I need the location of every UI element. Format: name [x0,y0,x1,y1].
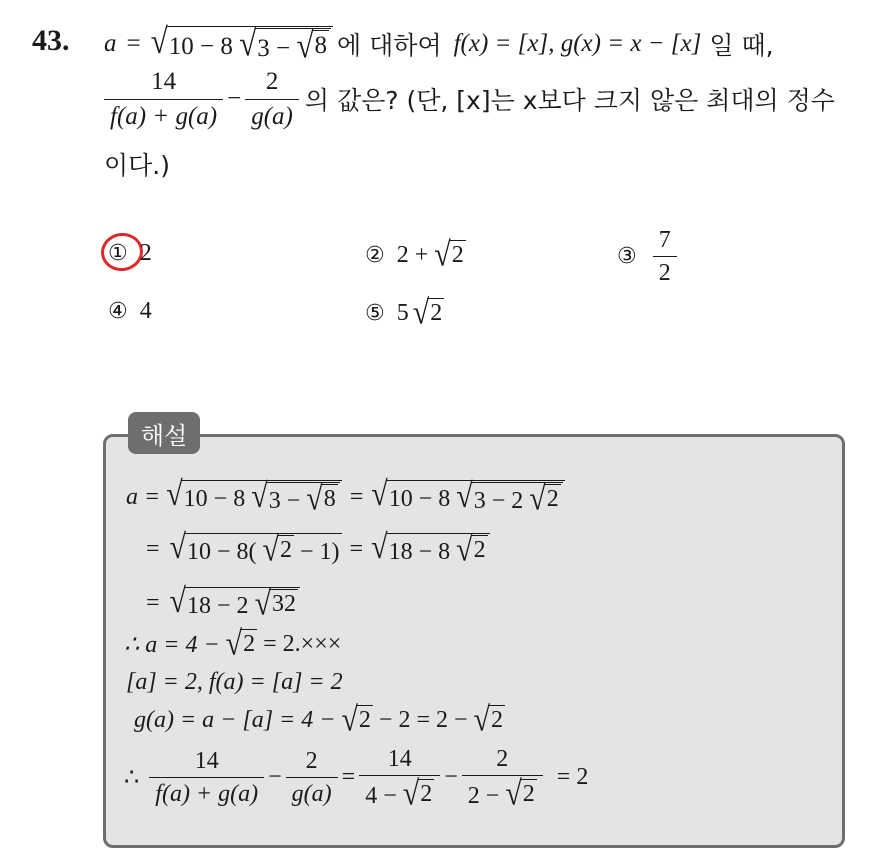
radical-sign: √ [239,23,257,64]
minus-sign: − [227,85,242,112]
denominator: f(a) + g(a) [104,99,223,131]
radicand-text: 18 − 2 [187,593,249,619]
choice-marker: ② [365,242,385,268]
radical-sign: √ [296,25,314,66]
question-number: 43. [32,24,70,57]
function-definitions: f(x) = [x], g(x) = x − [x] [453,30,702,58]
solution-line-4 [124,624,342,663]
radicand-text: 2 [522,781,535,808]
equals-sign: = [349,483,364,510]
inner-radical [239,23,331,66]
radical [341,700,372,739]
radical-sign: √ [251,477,268,516]
choice-2[interactable] [365,235,466,274]
radical [434,235,465,274]
radical [254,584,298,623]
solution-line-5: [a] = 2, f(a) = [a] = 2 [126,669,343,695]
radical [262,530,294,569]
numerator: 14 [387,746,412,772]
choice-marker: ③ [617,244,637,270]
minus-sign: − [268,764,282,791]
radical-sign: √ [412,293,430,332]
radical-sign: √ [169,582,187,621]
radical-sign: √ [166,475,183,514]
radical-sign: √ [529,479,546,518]
choice-1[interactable] [108,240,152,267]
solution-line-3 [146,582,300,623]
radicand-text: 18 − 8 [388,539,451,565]
question-text: 에 대하여 [337,31,442,61]
choice-marker: ① [108,241,128,266]
denominator: 2 [653,256,677,286]
radical-sign: √ [371,528,388,567]
choice-5[interactable] [365,293,444,332]
radicand-text: 10 − 8 [388,486,451,512]
radicand-text: 8 [323,486,336,512]
fraction [104,68,223,130]
choice-value: 2 [139,240,152,266]
radicand-text: 2 [420,781,433,808]
radical-sign: √ [169,528,187,567]
radical [371,528,489,569]
choice-marker: ④ [108,299,128,324]
radicand-text: 3 − 2 [473,488,524,514]
radical [456,477,562,518]
fraction [462,746,543,813]
denominator [462,774,543,813]
numerator: 14 [151,68,177,95]
numerator: 7 [658,227,671,253]
equals-sign: = [341,764,356,791]
fraction [359,746,440,813]
radicand-text: 2 [546,486,559,512]
radical [306,479,337,518]
radical [505,774,536,813]
solution-label: 해설 [128,412,200,454]
fraction [149,748,264,808]
radical-sign: √ [150,20,168,62]
innermost-radical [296,25,329,66]
radical-sign: √ [254,584,272,623]
radicand-text: 2 [243,631,256,657]
radical-sign: √ [456,530,473,569]
solution-line-7 [124,746,589,813]
outer-radical [150,20,333,66]
question-line-1 [104,20,774,66]
question-line-3: 이다.) [104,151,171,180]
radical [473,700,505,739]
therefore-symbol: ∴ [124,765,140,792]
radical [225,624,257,663]
solution-text: g(a) = a − [a] = 4 − [134,706,336,733]
equals-sign: = [146,589,160,616]
radical-sign: √ [505,774,522,813]
radicand-text: 10 − 8 [183,486,246,512]
radical [371,475,565,518]
equals-sign: = [349,535,364,562]
solution-text: = 2.××× [263,630,342,657]
denominator-text: 2 − [467,783,500,810]
radicand-text: 32 [272,591,297,617]
numerator: 2 [496,746,509,772]
denominator: g(a) [286,777,338,807]
var-a: a [104,30,117,58]
minus-sign: − [444,764,458,791]
radicand-text: 2 [451,242,464,268]
radicand-text: 2 [358,707,371,733]
radicand-text: 2 [430,300,443,326]
radical [169,528,342,569]
choice-value: 4 [139,298,152,324]
numerator: 14 [194,748,219,774]
choice-value: 2 + [396,241,429,268]
radical-sign: √ [434,235,451,274]
radical-sign: √ [262,530,280,569]
fraction [245,68,299,130]
radicand-text: 3 − [268,488,301,514]
radicand-text: 2 [473,537,486,563]
solution-text: − 2 = 2 − [378,706,468,733]
denominator [359,774,440,813]
choice-value: 5 [396,299,409,326]
denominator: f(a) + g(a) [149,777,264,807]
equals-sign: = [126,30,141,58]
denominator-text: 4 − [365,783,397,810]
radical-sign: √ [225,624,243,663]
radicand-text: 10 − 8( [187,539,257,565]
radicand-text: 3 − [257,35,291,62]
radicand-text: 8 [313,30,330,61]
equals-sign: = [146,535,160,562]
radical [456,530,487,569]
radical-sign: √ [341,700,358,739]
question-line-2 [100,68,835,130]
radical-sign: √ [371,475,388,514]
choice-4[interactable] [108,298,152,325]
solution-line-6 [134,700,505,739]
radical [166,475,342,518]
choice-3[interactable] [617,227,681,287]
solution-lhs: a = [126,483,161,510]
result-text: = 2 [556,764,589,791]
radicand-text: − 1) [300,539,340,565]
radical [169,582,300,623]
radical [529,479,560,518]
radicand-text: 2 [280,537,293,563]
radicand-text: 2 [491,707,503,733]
radical [402,774,434,813]
radical-sign: √ [473,700,490,739]
fraction [653,227,677,287]
numerator: 2 [305,748,318,774]
solution-line-1 [126,475,565,518]
radical-sign: √ [402,774,420,813]
denominator: g(a) [245,99,299,131]
radical [412,293,444,332]
solution-text: ∴ a = 4 − [124,631,220,658]
question-text: 일 때, [709,31,774,61]
choice-marker: ⑤ [365,300,385,326]
fraction [286,748,338,808]
radical-sign: √ [306,479,323,518]
radical [251,477,339,518]
solution-line-2 [146,528,490,569]
radical-sign: √ [456,477,473,516]
radicand-text: 10 − 8 [168,33,233,60]
numerator: 2 [265,68,279,95]
question-text: 의 값은? (단, [x]는 x보다 크지 않은 최대의 정수 [304,86,835,115]
